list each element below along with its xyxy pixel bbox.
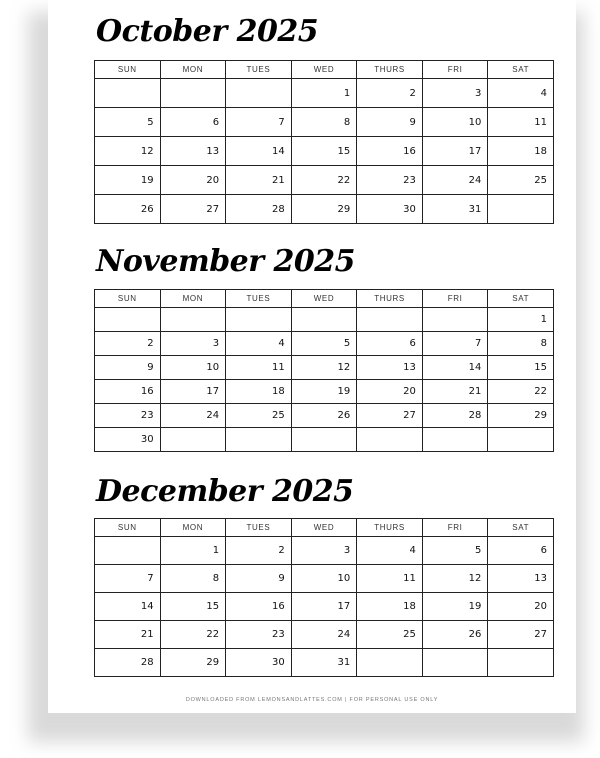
calendar-october [94,60,554,224]
day-cell [291,428,357,452]
day-cell [160,308,226,332]
weekday-label: TUES [226,290,292,308]
day-cell: 14 [95,593,161,621]
day-cell [95,308,161,332]
day-cell: 23 [95,404,161,428]
day-cell: 25 [488,166,554,195]
day-cell: 15 [291,137,357,166]
weekday-label: MON [160,290,226,308]
day-cell: 3 [422,79,488,108]
day-cell: 26 [422,621,488,649]
week-row [95,537,554,565]
week-row [95,380,554,404]
day-cell: 2 [357,79,423,108]
day-cell: 13 [357,356,423,380]
day-cell: 17 [422,137,488,166]
day-cell: 27 [160,195,226,224]
month-title-november: November 2025 [96,244,356,279]
day-cell: 21 [422,380,488,404]
day-cell: 17 [160,380,226,404]
day-cell [357,308,423,332]
day-cell: 6 [488,537,554,565]
day-cell: 31 [291,649,357,677]
day-cell: 16 [226,593,292,621]
day-cell: 20 [160,166,226,195]
day-cell [160,428,226,452]
day-cell: 21 [95,621,161,649]
weekday-label: MON [160,61,226,79]
day-cell: 3 [291,537,357,565]
day-cell: 13 [488,565,554,593]
day-cell: 31 [422,195,488,224]
day-cell: 4 [488,79,554,108]
weekday-label: TUES [226,61,292,79]
day-cell: 9 [226,565,292,593]
day-cell: 22 [160,621,226,649]
day-cell: 15 [488,356,554,380]
day-cell: 10 [422,108,488,137]
week-row [95,356,554,380]
calendar-november [94,289,554,452]
day-cell: 14 [422,356,488,380]
day-cell [488,649,554,677]
day-cell: 30 [95,428,161,452]
day-cell: 19 [422,593,488,621]
week-row [95,166,554,195]
day-cell: 11 [357,565,423,593]
day-cell: 4 [226,332,292,356]
weekday-label: THURS [357,519,423,537]
day-cell [95,79,161,108]
day-cell: 19 [291,380,357,404]
day-cell: 5 [291,332,357,356]
day-cell: 11 [226,356,292,380]
day-cell: 2 [226,537,292,565]
day-cell: 12 [291,356,357,380]
weekday-label: FRI [422,519,488,537]
week-row [95,649,554,677]
day-cell: 4 [357,537,423,565]
month-title-december: December 2025 [96,474,354,509]
day-cell [422,649,488,677]
day-cell: 25 [226,404,292,428]
day-cell: 29 [488,404,554,428]
day-cell: 9 [95,356,161,380]
day-cell: 7 [226,108,292,137]
day-cell: 24 [291,621,357,649]
weekday-label: SUN [95,290,161,308]
weekday-label: WED [291,61,357,79]
day-cell [95,537,161,565]
day-cell [357,649,423,677]
day-cell: 29 [291,195,357,224]
day-cell: 18 [488,137,554,166]
week-row [95,428,554,452]
day-cell: 21 [226,166,292,195]
day-cell [160,79,226,108]
weekday-label: SAT [488,290,554,308]
day-cell: 15 [160,593,226,621]
day-cell: 10 [291,565,357,593]
day-cell [291,308,357,332]
day-cell [488,428,554,452]
day-cell: 5 [422,537,488,565]
day-cell: 9 [357,108,423,137]
weekday-label: FRI [422,290,488,308]
day-cell: 28 [422,404,488,428]
day-cell: 7 [422,332,488,356]
week-row [95,195,554,224]
week-row [95,593,554,621]
weekday-label: THURS [357,61,423,79]
day-cell: 12 [422,565,488,593]
day-cell: 6 [160,108,226,137]
day-cell: 23 [226,621,292,649]
footer-note: DOWNLOADED FROM LEMONSANDLATTES.COM | FOR PERSONAL USE ONLY [185,697,439,703]
weekday-header-row [95,290,554,308]
day-cell: 26 [291,404,357,428]
day-cell [422,428,488,452]
day-cell [226,79,292,108]
weekday-label: MON [160,519,226,537]
day-cell: 18 [226,380,292,404]
day-cell: 22 [291,166,357,195]
day-cell: 28 [95,649,161,677]
week-row [95,565,554,593]
weekday-label: FRI [422,61,488,79]
week-row [95,404,554,428]
month-title-october: October 2025 [96,14,319,49]
day-cell: 30 [226,649,292,677]
week-row [95,621,554,649]
day-cell [226,428,292,452]
day-cell: 19 [95,166,161,195]
day-cell: 1 [291,79,357,108]
day-cell: 11 [488,108,554,137]
week-row [95,108,554,137]
day-cell: 5 [95,108,161,137]
weekday-header-row [95,61,554,79]
day-cell: 14 [226,137,292,166]
week-row [95,332,554,356]
day-cell: 24 [160,404,226,428]
day-cell: 18 [357,593,423,621]
day-cell: 8 [291,108,357,137]
weekday-header-row [95,519,554,537]
weekday-label: WED [291,290,357,308]
day-cell: 30 [357,195,423,224]
day-cell: 2 [95,332,161,356]
weekday-label: THURS [357,290,423,308]
weekday-label: SUN [95,61,161,79]
week-row [95,79,554,108]
day-cell: 8 [160,565,226,593]
day-cell: 27 [357,404,423,428]
day-cell [226,308,292,332]
day-cell: 8 [488,332,554,356]
day-cell: 23 [357,166,423,195]
week-row [95,137,554,166]
day-cell: 1 [488,308,554,332]
day-cell: 16 [95,380,161,404]
day-cell: 27 [488,621,554,649]
day-cell: 3 [160,332,226,356]
day-cell [357,428,423,452]
day-cell: 1 [160,537,226,565]
day-cell: 22 [488,380,554,404]
day-cell: 20 [357,380,423,404]
day-cell [488,195,554,224]
day-cell: 29 [160,649,226,677]
weekday-label: TUES [226,519,292,537]
day-cell: 26 [95,195,161,224]
weekday-label: SAT [488,61,554,79]
weekday-label: SAT [488,519,554,537]
day-cell: 17 [291,593,357,621]
day-cell: 7 [95,565,161,593]
day-cell: 25 [357,621,423,649]
day-cell [422,308,488,332]
weekday-label: SUN [95,519,161,537]
calendar-december [94,518,554,677]
day-cell: 24 [422,166,488,195]
day-cell: 12 [95,137,161,166]
day-cell: 20 [488,593,554,621]
day-cell: 13 [160,137,226,166]
day-cell: 28 [226,195,292,224]
week-row [95,308,554,332]
weekday-label: WED [291,519,357,537]
day-cell: 10 [160,356,226,380]
day-cell: 16 [357,137,423,166]
day-cell: 6 [357,332,423,356]
